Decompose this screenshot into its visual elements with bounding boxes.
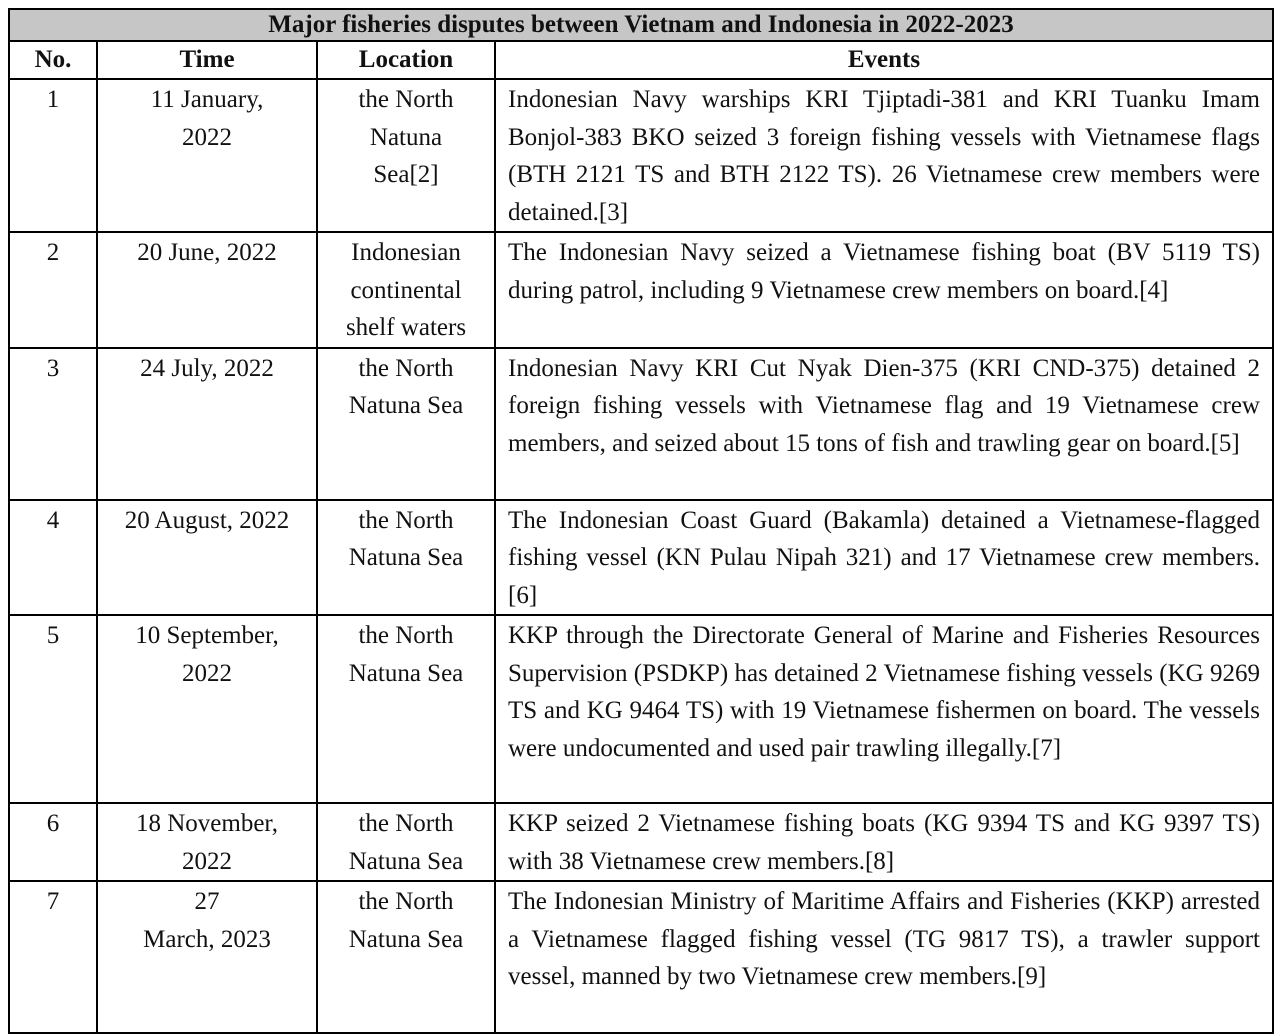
cell-no: 7 [9,881,97,1033]
location-line: Natuna Sea [348,925,464,953]
table-row [9,500,1273,616]
location-line: the North [358,354,454,382]
location-line: the North [358,888,454,915]
table-body [9,79,1273,1033]
cell-events: The Indonesian Ministry of Maritime Affairs and Fisheries (KKP) arrested a Vietnamese flagged fishing vessel (TG 9817 TS), a trawler support vessel, manned by two Vietnamese crew members.[9] [495,881,1273,1033]
cell-location [317,232,495,348]
time-line: 10 September, [135,622,279,649]
location-line: the North [358,622,454,649]
cell-time [97,803,317,881]
location-line: the North [358,810,454,837]
cell-location [317,803,495,881]
cell-location [317,615,495,803]
time-line: 2022 [182,659,232,687]
time-line: 2022 [182,847,232,875]
cell-events: Indonesian Navy warships KRI Tjiptadi-381 and KRI Tuanku Imam Bonjol-383 BKO seized 3 foreign fishing vessels with Vietnamese flags (BTH 2121 TS and BTH 2122 TS). 26 Vietnamese crew members were detained.[3] [495,79,1273,232]
time-line: 24 July, 2022 [140,354,274,382]
cell-time [97,232,317,348]
table-row [9,348,1273,500]
table-row [9,881,1273,1033]
time-line: 20 August, 2022 [124,506,290,534]
time-line: March, 2023 [143,925,271,953]
header-no: No. [9,41,97,79]
cell-location [317,348,495,500]
table-row [9,232,1273,348]
cell-time [97,348,317,500]
cell-time [97,615,317,803]
cell-time [97,79,317,232]
location-line: Natuna Sea [348,659,464,687]
table-title: Major fisheries disputes between Vietnam and Indonesia in 2022-2023 [9,9,1273,41]
time-line: 11 January, [150,86,264,113]
location-line: shelf waters [345,314,467,341]
time-line: 2022 [182,123,232,151]
disputes-table-container [8,8,1274,1034]
cell-events: KKP through the Directorate General of Marine and Fisheries Resources Supervision (PSDKP) has detained 2 Vietnamese fishing vessels (KG 9269 TS and KG 9464 TS) with 19 Vietnamese fishermen on board. The vessels were undocumented and used pair trawling illegally.[7] [495,615,1273,803]
time-line: 18 November, [135,810,279,837]
header-time: Time [97,41,317,79]
location-line: Natuna Sea [348,392,464,419]
header-events: Events [495,41,1273,79]
cell-events: KKP seized 2 Vietnamese fishing boats (KG 9394 TS and KG 9397 TS) with 38 Vietnamese crew members.[8] [495,803,1273,881]
location-line: the North [358,86,454,113]
cell-events: The Indonesian Coast Guard (Bakamla) detained a Vietnamese-flagged fishing vessel (KN Pulau Nipah 321) and 17 Vietnamese crew members.[6] [495,500,1273,616]
cell-no: 2 [9,232,97,348]
time-line: 27 [194,888,220,915]
location-line: Natuna Sea [348,544,464,571]
cell-events: The Indonesian Navy seized a Vietnamese fishing boat (BV 5119 TS) during patrol, including 9 Vietnamese crew members on board.[4] [495,232,1273,348]
cell-no: 1 [9,79,97,232]
header-location: Location [317,41,495,79]
cell-no: 5 [9,615,97,803]
cell-no: 6 [9,803,97,881]
table-row [9,615,1273,803]
table-row [9,803,1273,881]
cell-events: Indonesian Navy KRI Cut Nyak Dien-375 (KRI CND-375) detained 2 foreign fishing vessels with Vietnamese flag and 19 Vietnamese crew members, and seized about 15 tons of fish and trawling gear on board.[5] [495,348,1273,500]
location-line: Indonesian [351,239,461,266]
location-line: the North [358,506,454,534]
cell-time [97,881,317,1033]
location-line: Natuna Sea [348,847,464,875]
cell-location [317,79,495,232]
cell-no: 4 [9,500,97,616]
cell-location [317,500,495,616]
cell-no: 3 [9,348,97,500]
location-line: Natuna [369,123,443,151]
cell-location [317,881,495,1033]
cell-time [97,500,317,616]
time-line: 20 June, 2022 [137,239,277,266]
location-line: Sea[2] [373,161,439,188]
table-row [9,79,1273,232]
location-line: continental [350,276,462,304]
disputes-table [8,8,1274,1034]
